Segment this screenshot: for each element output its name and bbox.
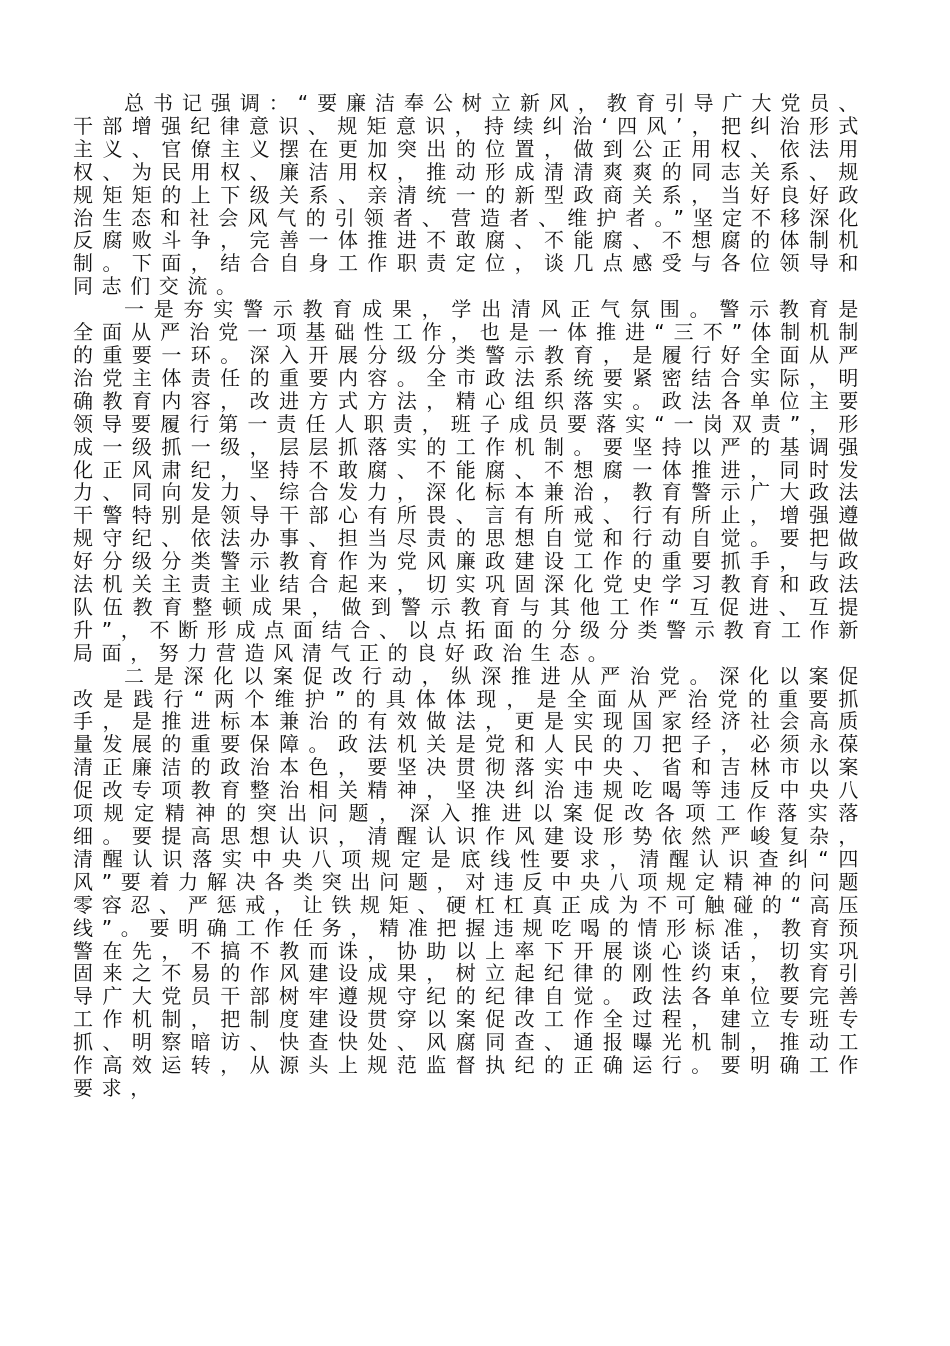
- paragraph-warning-education: 一是夯实警示教育成果，学出清风正气氛围。警示教育是全面从严治党一项基础性工作，也是一体推进“三不”体制机制的重要一环。深入开展分级分类警示教育，是履行好全面从严治党主体责任的重要内容。全市政法系统要紧密结合实际，明确教育内容，改进方式方法，精心组织落实。政法各单位主要领导要履行第一责任人职责，班子成员要落实“一岗双责”，形成一级抓一级，层层抓落实的工作机制。要坚持以严的基调强化正风肃纪，坚持不敢腐、不能腐、不想腐一体推进，同时发力、同向发力、综合发力，深化标本兼治，教育警示广大政法干警特别是领导干部心有所畏、言有所戒、行有所止，增强遵规守纪、依法办事、担当尽责的思想自觉和行动自觉。要把做好分级分类警示教育作为党风廉政建设工作的重要抓手，与政法机关主责主业结合起来，切实巩固深化党史学习教育和政法队伍教育整顿成果，做到警示教育与其他工作“互促进、互提升”，不断形成点面结合、以点拓面的分级分类警示教育工作新局面，努力营造风清气正的良好政治生态。: [73, 297, 867, 665]
- paragraph-case-reform: 二是深化以案促改行动，纵深推进从严治党。深化以案促改是践行“两个维护”的具体体现，是全面从严治党的重要抓手，是推进标本兼治的有效做法，更是实现国家经济社会高质量发展的重要保障。政法机关是党和人民的刀把子，必须永葆清正廉洁的政治本色，要坚决贯彻落实中央、省和吉林市以案促改专项教育整治相关精神，坚决纠治违规吃喝等违反中央八项规定精神的突出问题，深入推进以案促改各项工作落实落细。要提高思想认识，清醒认识作风建设形势依然严峻复杂，清醒认识落实中央八项规定是底线性要求，清醒认识查纠“四风”要着力解决各类突出问题，对违反中央八项规定精神的问题零容忍、严惩戒，让铁规矩、硬杠杠真正成为不可触碰的“高压线”。要明确工作任务，精准把握违规吃喝的情形标准，教育预警在先，不搞不教而诛，协助以上率下开展谈心谈话，切实巩固来之不易的作风建设成果，树立起纪律的刚性约束，教育引导广大党员干部树牢遵规守纪的纪律自觉。政法各单位要完善工作机制，把制度建设贯穿以案促改工作全过程，建立专班专抓、明察暗访、快查快处、风腐同查、通报曝光机制，推动工作高效运转，从源头上规范监督执纪的正确运行。要明确工作要求，: [73, 663, 867, 1100]
- paragraph-intro: 总书记强调：“要廉洁奉公树立新风，教育引导广大党员、干部增强纪律意识、规矩意识，持续纠治‘四风’，把纠治形式主义、官僚主义摆在更加突出的位置，做到公正用权、依法用权、为民用权、廉洁用权，推动形成清清爽爽的同志关系、规规矩矩的上下级关系、亲清统一的新型政商关系，当好良好政治生态和社会风气的引领者、营造者、维护者。”坚定不移深化反腐败斗争，完善一体推进不敢腐、不能腐、不想腐的体制机制。下面，结合自身工作职责定位，谈几点感受与各位领导和同志们交流。: [73, 91, 867, 299]
- document-page: [73, 92, 867, 1100]
